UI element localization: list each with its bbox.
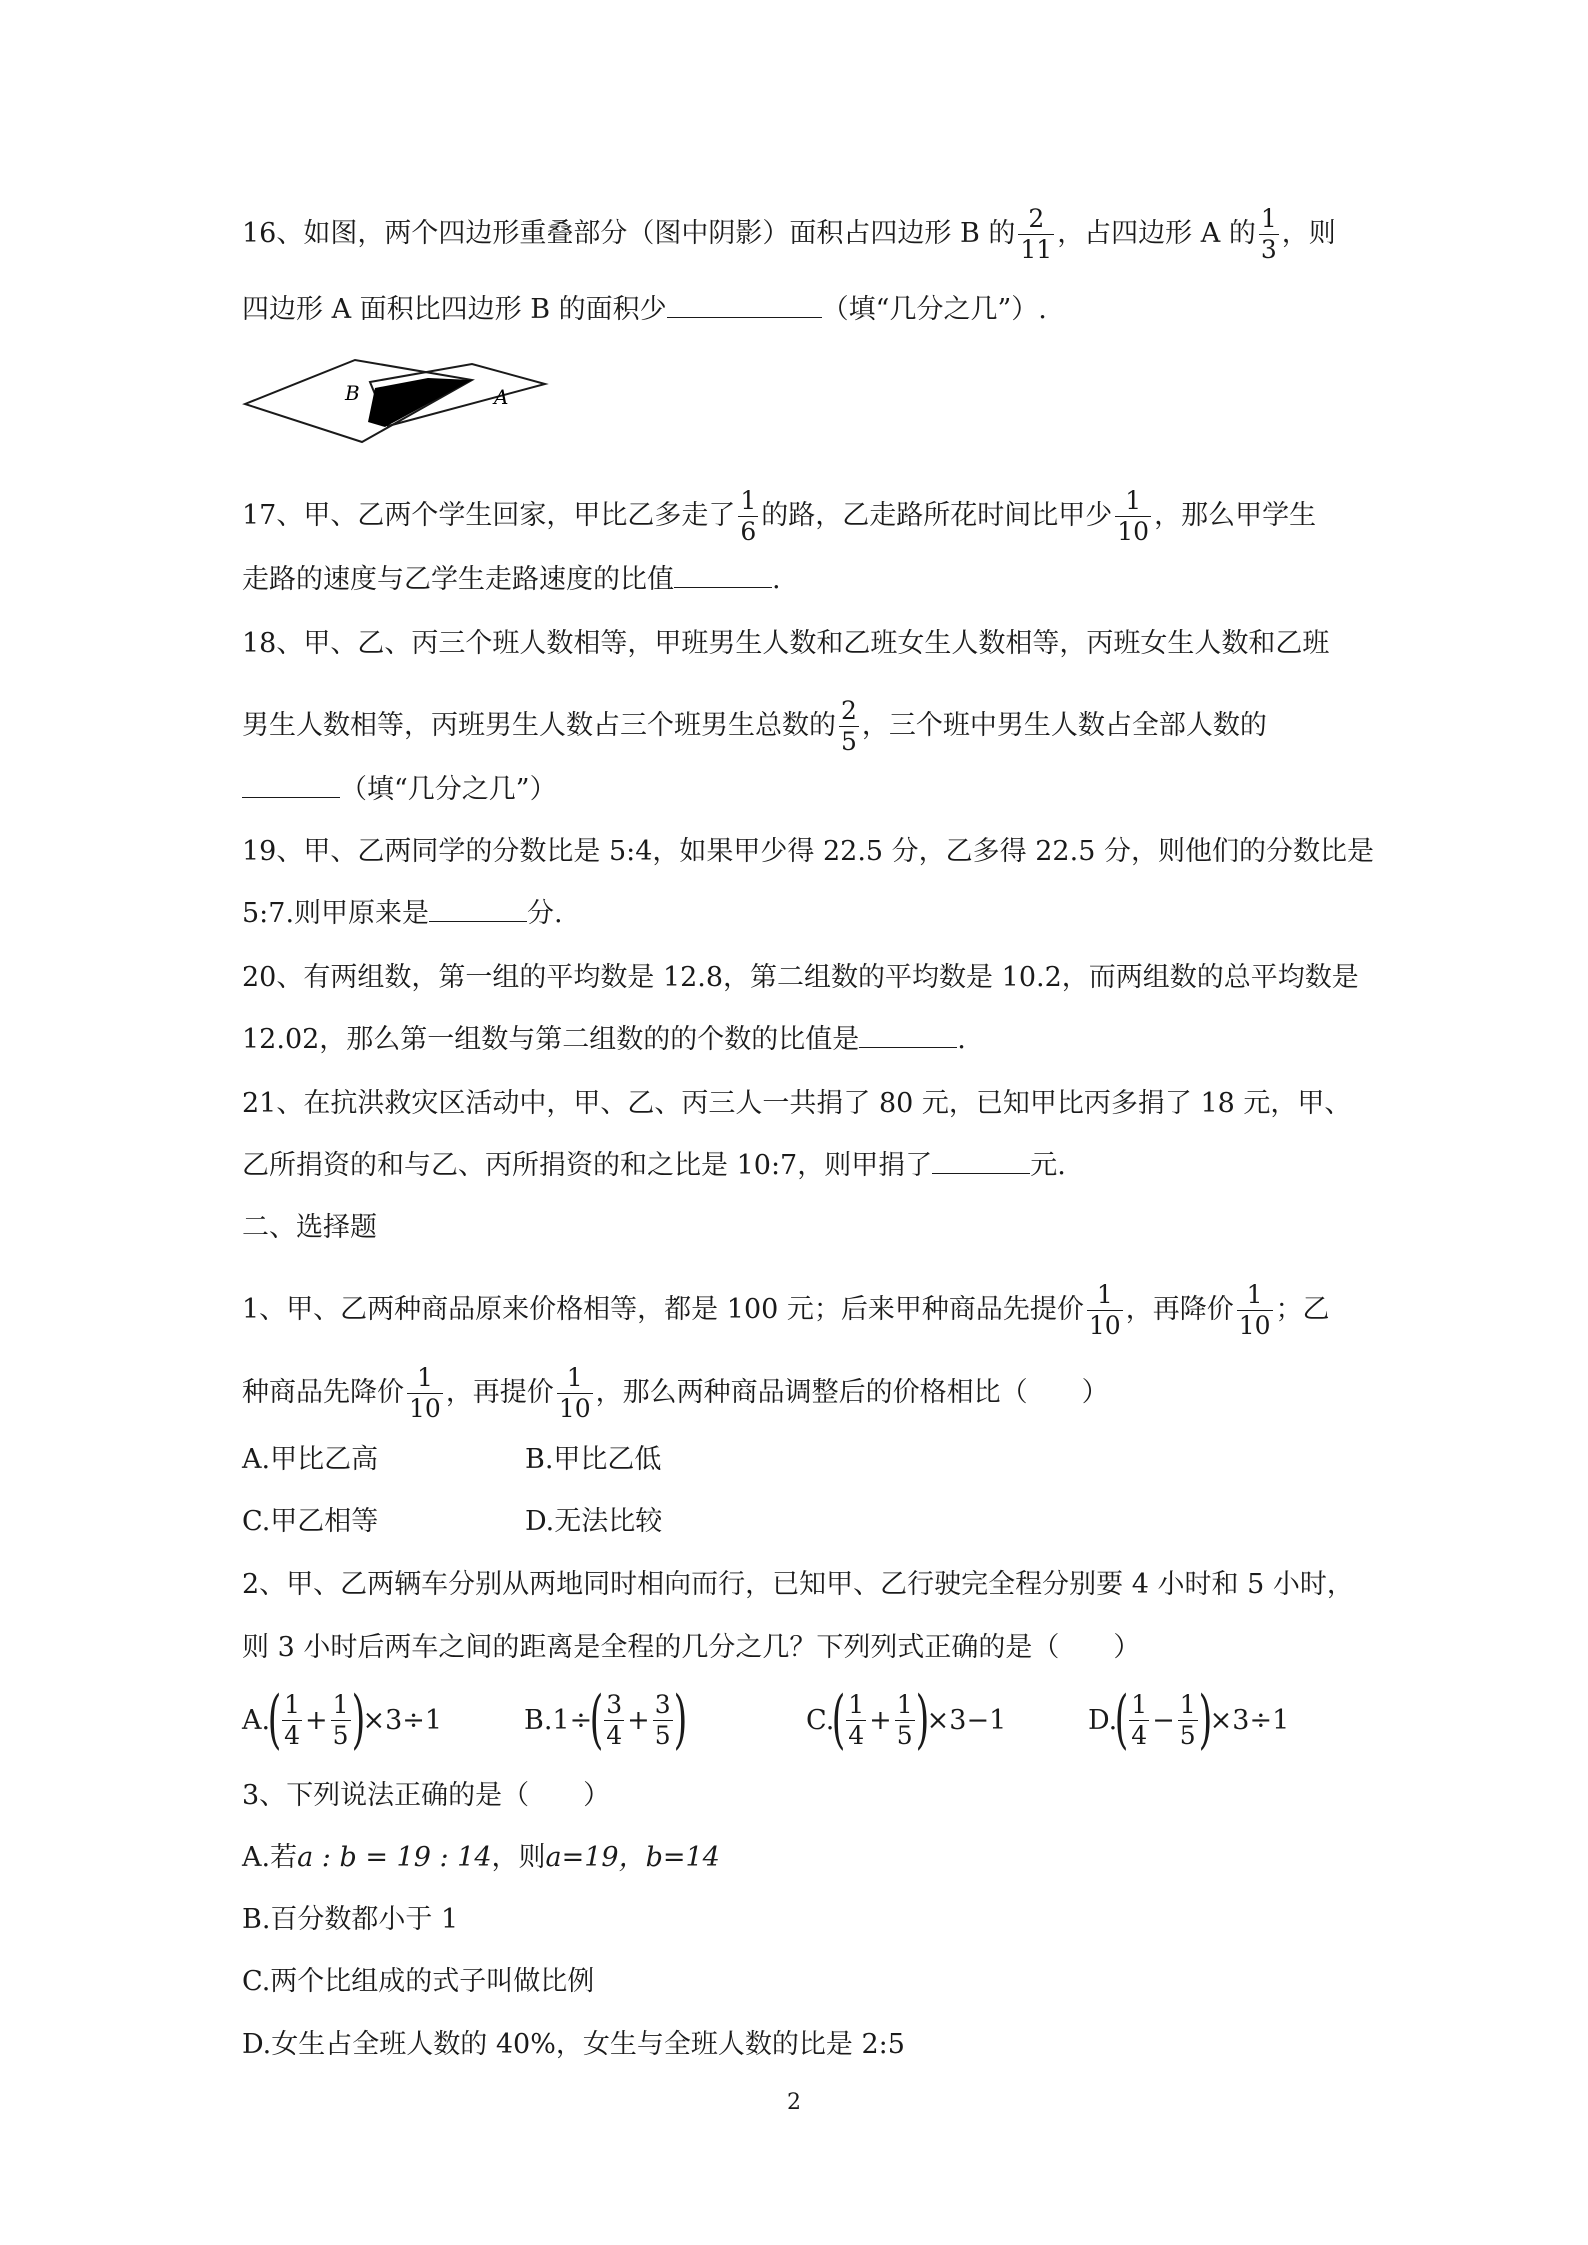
q20-text: 有两组数，第一组的平均数是 12.8，第二组数的平均数是 10.2，而两组数的总平均数是 — [303, 962, 1359, 993]
c1-option-b[interactable]: B.甲比乙低 — [525, 1444, 662, 1475]
q18-line1 — [242, 624, 1358, 664]
answer-blank[interactable] — [932, 1147, 1030, 1174]
c1-option-c[interactable]: C.甲乙相等 — [242, 1506, 379, 1537]
q21-text: 乙所捐资的和与乙、丙所捐资的和之比是 10:7，则甲捐了 — [242, 1150, 933, 1181]
q17-number: 17、 — [242, 500, 304, 531]
fraction-numerator: 1 — [1260, 204, 1277, 233]
c1-number: 1、 — [242, 1294, 287, 1325]
c2-option-c[interactable] — [806, 1680, 1006, 1760]
c1-option-d[interactable]: D.无法比较 — [525, 1506, 663, 1537]
q18-number: 18、 — [242, 628, 304, 659]
c1-text: ，那么两种商品调整后的价格相比（ ） — [595, 1377, 1109, 1408]
fraction-denominator: 5 — [1179, 1720, 1196, 1750]
fraction — [1018, 204, 1054, 265]
answer-blank[interactable] — [859, 1021, 957, 1048]
q18-text: ，三个班中男生人数占全部人数的 — [861, 710, 1267, 741]
q18-text: （填“几分之几”） — [340, 774, 557, 805]
fraction-denominator: 5 — [654, 1720, 671, 1750]
q19-line2 — [242, 894, 1358, 934]
fraction-denominator: 5 — [841, 727, 857, 756]
fraction-numerator: 2 — [841, 696, 857, 725]
operator: − — [1152, 1704, 1175, 1736]
page-number: 2 — [787, 2090, 801, 2115]
fraction-denominator: 6 — [740, 517, 757, 546]
q17-text: ，那么甲学生 — [1154, 500, 1317, 531]
fraction-numerator: 1 — [1246, 1280, 1263, 1309]
fraction — [1087, 1280, 1123, 1341]
fraction-numerator: 1 — [1131, 1689, 1148, 1719]
q17-text: 的路，乙走路所花时间比甲少 — [761, 500, 1113, 531]
answer-blank[interactable] — [242, 771, 340, 798]
fraction — [839, 696, 859, 757]
q16-line2 — [242, 290, 1358, 330]
c3-option-d[interactable]: D.女生占全班人数的 40%，女生与全班人数的比是 2:5 — [242, 2029, 905, 2060]
fraction-numerator: 1 — [896, 1689, 913, 1719]
fraction-denominator: 10 — [409, 1394, 441, 1423]
answer-blank[interactable] — [674, 561, 772, 588]
fraction-numerator: 2 — [1028, 204, 1045, 233]
c3-option-b[interactable]: B.百分数都小于 1 — [242, 1904, 459, 1935]
q16-text: （填“几分之几”）. — [821, 294, 1047, 325]
c2-text: 则 3 小时后两车之间的距离是全程的几分之几？下列列式正确的是（ ） — [242, 1632, 1141, 1663]
fraction-denominator: 4 — [848, 1720, 865, 1750]
fraction — [557, 1363, 593, 1424]
c1-text: ，再提价 — [445, 1377, 554, 1408]
fraction-numerator: 1 — [1179, 1689, 1196, 1719]
fraction-numerator: 3 — [606, 1689, 623, 1719]
c1-text: ；乙 — [1275, 1294, 1330, 1325]
q19-text: 分. — [527, 898, 563, 929]
c1-text: 甲、乙两种商品原来价格相等，都是 100 元；后来甲种商品先提价 — [286, 1294, 1084, 1325]
section-title: 二、选择题 — [242, 1212, 377, 1243]
q18-text: 男生人数相等，丙班男生人数占三个班男生总数的 — [242, 710, 836, 741]
fraction-denominator: 3 — [1260, 235, 1277, 264]
q20-line2 — [242, 1020, 1358, 1060]
q17-text: 走路的速度与乙学生走路速度的比值 — [242, 564, 674, 595]
q20-text: 12.02，那么第一组数与第二组数的的个数的比值是 — [242, 1024, 860, 1055]
q20-number: 20、 — [242, 962, 304, 993]
right-paren: ) — [351, 1683, 365, 1757]
answer-blank[interactable] — [429, 895, 527, 922]
c3-option-a[interactable] — [242, 1838, 1358, 1878]
fraction-denominator: 10 — [1238, 1311, 1271, 1340]
q18-line3 — [242, 770, 1358, 810]
fraction — [282, 1690, 302, 1751]
fraction — [331, 1690, 351, 1751]
fraction — [604, 1690, 624, 1751]
q17-line2 — [242, 560, 1358, 600]
label-a: A — [494, 385, 509, 409]
fraction-numerator: 1 — [740, 486, 757, 515]
fraction-denominator: 10 — [558, 1394, 591, 1423]
fraction-denominator: 10 — [1117, 517, 1150, 546]
c3-text: 下列说法正确的是（ ） — [286, 1780, 611, 1811]
q16-text: ，占四边形 A 的 — [1057, 218, 1256, 249]
q21-line2 — [242, 1146, 1358, 1186]
q20-line1 — [242, 958, 1358, 998]
fraction-denominator: 4 — [284, 1720, 300, 1750]
fraction — [1237, 1280, 1273, 1341]
fraction-denominator: 4 — [1131, 1720, 1148, 1750]
q21-text: 在抗洪救灾区活动中，甲、乙、丙三人一共捐了 80 元，已知甲比丙多捐了 18 元，甲、 — [303, 1088, 1352, 1119]
q21-number: 21、 — [242, 1088, 304, 1119]
option-label: B.1÷ — [524, 1704, 593, 1736]
right-paren: ) — [915, 1683, 930, 1757]
q17-text: . — [772, 564, 781, 595]
c1-text: ，再降价 — [1125, 1294, 1234, 1325]
q16-line1 — [242, 204, 1358, 265]
fraction-numerator: 1 — [848, 1689, 865, 1719]
operator: + — [869, 1704, 892, 1736]
fraction — [738, 486, 758, 547]
label-b: B — [345, 381, 360, 405]
fraction-denominator: 5 — [332, 1720, 349, 1750]
c1-option-a[interactable]: A.甲比乙高 — [242, 1444, 379, 1475]
left-paren: ( — [1114, 1683, 1129, 1757]
c1-line1 — [242, 1280, 1358, 1341]
fraction-numerator: 1 — [566, 1363, 583, 1392]
c2-text: 甲、乙两辆车分别从两地同时相向而行，已知甲、乙行驶完全程分别要 4 小时和 5 小时， — [286, 1569, 1354, 1600]
fraction-numerator: 1 — [1125, 486, 1142, 515]
option-tail: ×3−1 — [926, 1704, 1007, 1736]
option-label: D. — [1088, 1704, 1118, 1736]
fraction — [1115, 486, 1151, 547]
ratio-expression: a : b = 19 : 14 — [297, 1842, 492, 1873]
c3-stem — [242, 1776, 1358, 1816]
q16-number: 16、 — [242, 218, 304, 249]
answer-blank[interactable] — [667, 291, 822, 318]
fraction-denominator: 10 — [1088, 1311, 1121, 1340]
c2-line2 — [242, 1628, 1358, 1668]
fraction — [653, 1690, 673, 1751]
q18-line2 — [242, 696, 1358, 757]
fraction — [895, 1690, 915, 1751]
option-label: A. — [242, 1704, 271, 1736]
c2-option-a[interactable] — [242, 1680, 442, 1760]
option-tail: ×3÷1 — [362, 1704, 443, 1736]
left-paren: ( — [267, 1683, 282, 1757]
fraction — [1259, 204, 1279, 265]
left-paren: ( — [831, 1683, 846, 1757]
q19-text: 甲、乙两同学的分数比是 5:4，如果甲少得 22.5 分，乙多得 22.5 分，则他们的分数比是 — [303, 836, 1374, 867]
fraction-numerator: 1 — [1096, 1280, 1113, 1309]
c1-line2 — [242, 1363, 1358, 1424]
fraction — [407, 1363, 443, 1424]
c1-text: 种商品先降价 — [242, 1377, 404, 1408]
q21-text: 元. — [1030, 1150, 1066, 1181]
overlap-shaded-region — [368, 378, 472, 427]
fraction — [846, 1690, 866, 1751]
quadrilaterals-figure — [240, 352, 550, 452]
fraction-numerator: 3 — [654, 1689, 671, 1719]
c2-option-b[interactable] — [524, 1680, 685, 1760]
c2-number: 2、 — [242, 1569, 287, 1600]
q16-text: 如图，两个四边形重叠部分（图中阴影）面积占四边形 B 的 — [303, 218, 1016, 249]
fraction-denominator: 4 — [606, 1720, 623, 1750]
q17-text: 甲、乙两个学生回家，甲比乙多走了 — [303, 500, 736, 531]
operator: + — [627, 1704, 650, 1736]
q17-line1 — [242, 486, 1358, 547]
operator: + — [304, 1704, 328, 1736]
fraction-denominator: 5 — [896, 1720, 913, 1750]
right-paren: ) — [673, 1683, 687, 1757]
q21-line1 — [242, 1084, 1358, 1124]
q19-text: 5:7.则甲原来是 — [242, 898, 430, 929]
c3-option-c[interactable]: C.两个比组成的式子叫做比例 — [242, 1966, 595, 1997]
fraction — [1129, 1690, 1149, 1751]
q20-text: . — [957, 1024, 966, 1055]
fraction — [1178, 1690, 1198, 1751]
fraction-numerator: 1 — [332, 1689, 349, 1719]
c2-line1 — [242, 1565, 1358, 1605]
q19-number: 19、 — [242, 836, 304, 867]
option-text: A.若 — [242, 1842, 298, 1873]
q16-text: ，则 — [1281, 218, 1336, 249]
c2-option-d[interactable] — [1088, 1680, 1289, 1760]
fraction-numerator: 1 — [416, 1363, 433, 1392]
option-tail: ×3÷1 — [1209, 1704, 1290, 1736]
c3-number: 3、 — [242, 1780, 287, 1811]
option-label: C. — [806, 1704, 835, 1736]
q16-text: 四边形 A 面积比四边形 B 的面积少 — [242, 294, 667, 325]
q18-text: 甲、乙、丙三个班人数相等，甲班男生人数和乙班女生人数相等，丙班女生人数和乙班 — [303, 628, 1330, 659]
fraction-denominator: 11 — [1020, 235, 1053, 264]
left-paren: ( — [589, 1683, 604, 1757]
q19-line1 — [242, 832, 1374, 872]
option-text: ，则 — [491, 1842, 546, 1873]
right-paren: ) — [1198, 1683, 1213, 1757]
option-text: a=19，b=14 — [545, 1842, 720, 1873]
fraction-numerator: 1 — [284, 1689, 300, 1719]
